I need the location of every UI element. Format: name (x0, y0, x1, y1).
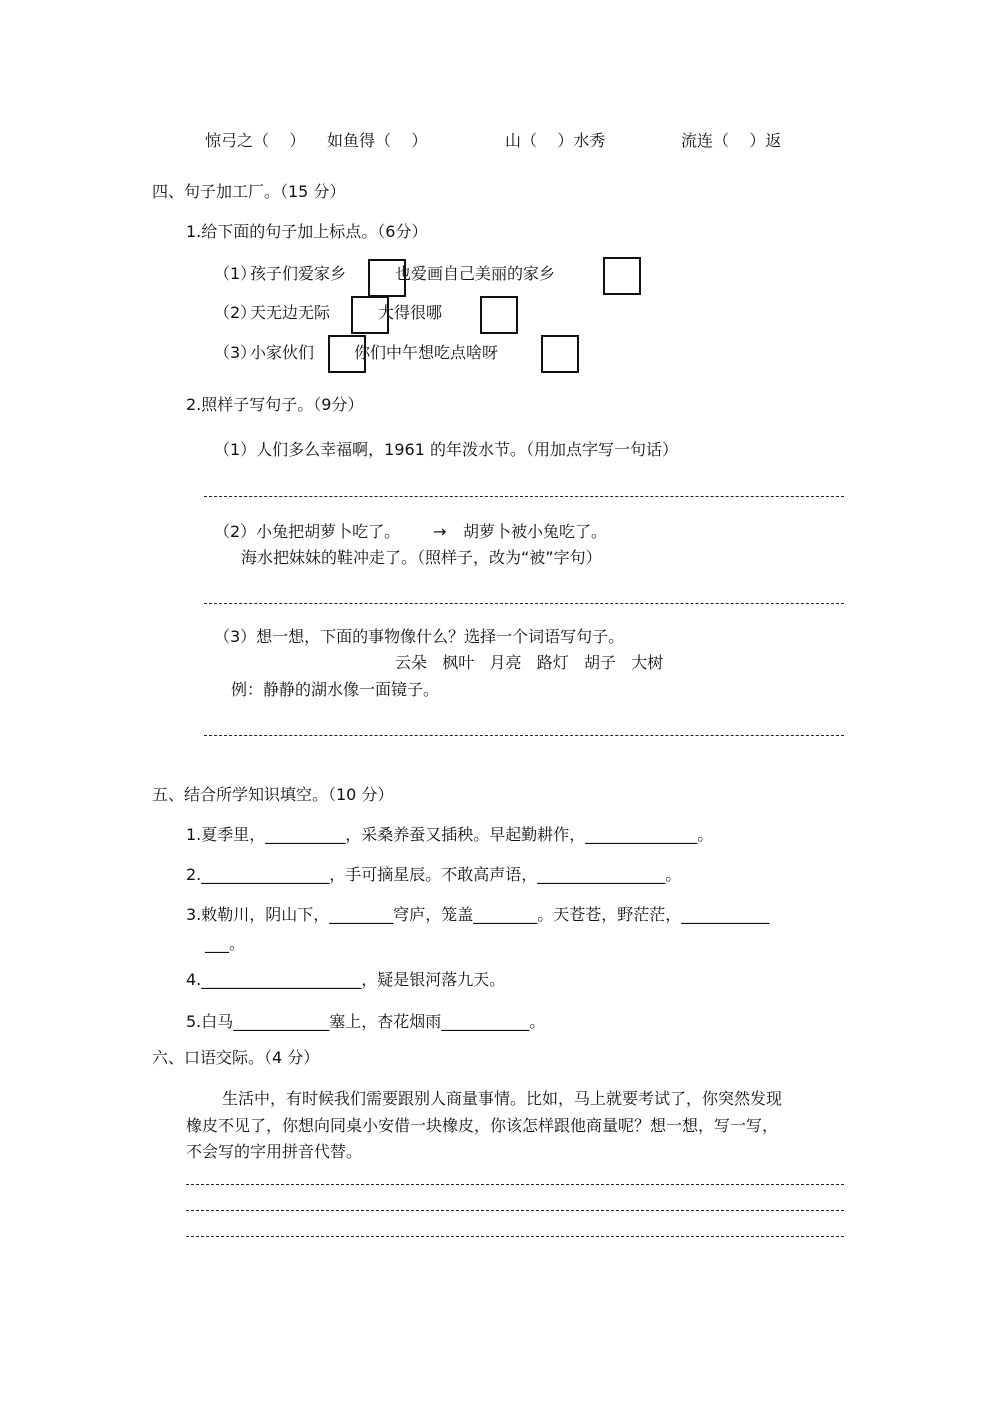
q2-sentence-2a: （2）小兔把胡萝卜吃了。 (214, 522, 401, 541)
fill-line-4: 4.____________________，疑是银河落九天。 (186, 970, 506, 989)
answer-line[interactable] (186, 1184, 844, 1185)
q2-sentence-2b: 胡萝卜被小兔吃了。 (463, 522, 608, 541)
q1-item-1-part2: 也爱画自己美丽的家乡 (395, 264, 556, 283)
idiom-4: 流连（ ）返 (681, 131, 782, 150)
section-6-para-2: 橡皮不见了，你想向同桌小安借一块橡皮，你该怎样跟他商量呢？想一想，写一写， (186, 1116, 779, 1135)
answer-line[interactable] (204, 496, 844, 497)
section-5-title: 五、结合所学知识填空。（10 分） (152, 785, 394, 804)
q1-item-1-part1: 孩子们爱家乡 (250, 264, 347, 283)
fill-line-1: 1.夏季里，__________，采桑养蚕又插秧。早起勤耕作，______________。 (186, 825, 714, 844)
q1-item-2-num: （2） (214, 303, 257, 322)
idiom-2: 如鱼得（ ） (327, 131, 428, 150)
arrow-icon: → (433, 522, 447, 541)
answer-line[interactable] (186, 1210, 844, 1211)
idiom-3: 山（ ）水秀 (505, 131, 606, 150)
q2-word-list: 云朵 枫叶 月亮 路灯 胡子 大树 (395, 653, 664, 672)
q2-sentence-2c: 海水把妹妹的鞋冲走了。（照样子，改为“被”字句） (241, 548, 602, 567)
q1-item-3-num: （3） (214, 343, 257, 362)
q1-item-3-part2: 你们中午想吃点啥呀 (354, 343, 499, 362)
section-6-para-1: 生活中，有时候我们需要跟别人商量事情。比如，马上就要考试了，你突然发现 (222, 1089, 783, 1108)
section-6-title: 六、口语交际。（4 分） (152, 1048, 320, 1067)
q2-sentence-1: （1）人们多么幸福啊，1961 的年泼水节。（用加点字写一句话） (214, 440, 678, 459)
q1-item-3-part1: 小家伙们 (250, 343, 315, 362)
punctuation-box[interactable] (541, 335, 579, 373)
idiom-1: 惊弓之（ ） (205, 131, 306, 150)
q1-item-2-part2: 大得很哪 (378, 303, 443, 322)
punctuation-box[interactable] (480, 296, 518, 334)
answer-line[interactable] (204, 603, 844, 604)
answer-line[interactable] (204, 735, 844, 736)
fill-line-2: 2.________________，手可摘星辰。不敢高声语，________________。 (186, 865, 682, 884)
q1-item-1-num: （1） (214, 264, 257, 283)
fill-line-3: 3.敕勒川，阴山下，________穹庐，笼盖________。天苍苍，野茫茫，___________ (186, 905, 770, 924)
q1-item-2-part1: 天无边无际 (250, 303, 331, 322)
fill-line-5: 5.白马____________塞上，杏花烟雨___________。 (186, 1012, 546, 1031)
section-4-title: 四、句子加工厂。（15 分） (152, 182, 346, 201)
q2-title: 2.照样子写句子。（9分） (186, 395, 364, 414)
q2-example: 例：静静的湖水像一面镜子。 (231, 680, 440, 699)
q1-title: 1.给下面的句子加上标点。（6分） (186, 222, 428, 241)
section-6-para-3: 不会写的字用拼音代替。 (186, 1142, 363, 1161)
fill-line-3-cont: ___。 (205, 934, 246, 953)
punctuation-box[interactable] (603, 257, 641, 295)
answer-line[interactable] (186, 1236, 844, 1237)
q2-sentence-3: （3）想一想，下面的事物像什么？选择一个词语写句子。 (214, 627, 625, 646)
